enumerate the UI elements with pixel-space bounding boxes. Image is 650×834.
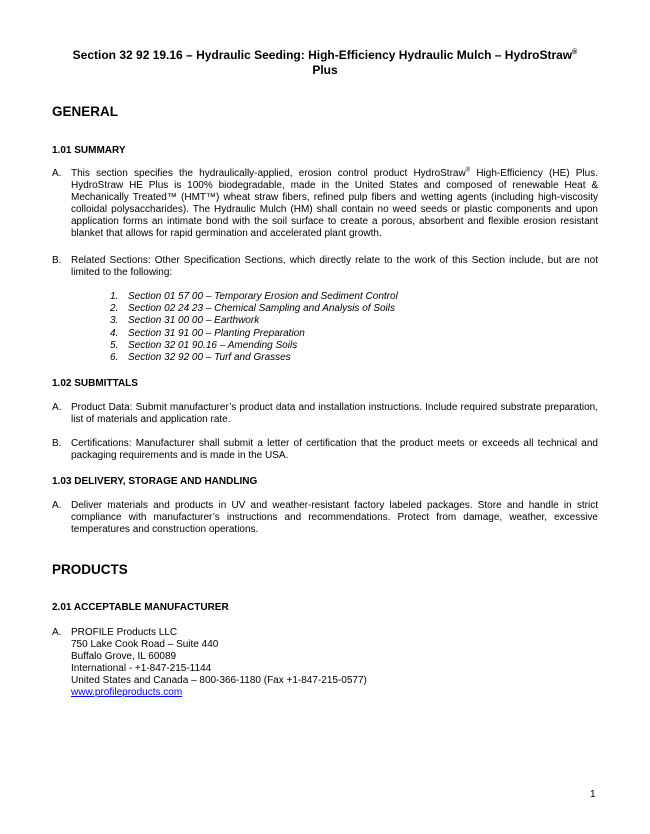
list-item: 4. Section 31 91 00 – Planting Preparation: [110, 327, 305, 339]
manufacturer-address: [52, 627, 598, 700]
item-label: B.: [52, 438, 62, 449]
list-item: 2. Section 02 24 23 – Chemical Sampling and Analysis of Soils: [110, 303, 396, 315]
title-line-1: Section 32 92 19.16 – Hydraulic Seeding: High-Efficiency Hydraulic Mulch – HydroStraw®: [72, 48, 578, 62]
summary-paragraph-a: A. This section specifies the hydraulically-applied, erosion control product HydroStraw® High-Efficiency (HE) Plus. HydroStraw HE Plus is 100% biodegradable, made in the United States and composed of renewable Heat & Mechanically Treated™ (HMT™) wheat straw fibers, refined pulp fibers and wetting agents (including high-viscosity colloidal polysaccharides). The Hydraulic Mulch (HM) shall contain no weed seeds or plastic components and upon application forms an intimate bond with the soil surface to create a porous, absorbent and flexible erosion resistant blanket that allows for rapid germination and accelerated plant growth.: [52, 167, 598, 240]
us-canada-phone: United States and Canada – 800-366-1180 (Fax +1-847-215-0577): [71, 675, 367, 687]
list-item: 3. Section 31 00 00 – Earthwork: [110, 315, 260, 327]
company-name: PROFILE Products LLC: [71, 627, 178, 638]
list-item: 1. Section 01 57 00 – Temporary Erosion and Sediment Control: [110, 291, 398, 302]
international-phone: International - +1-847-215-1144: [71, 663, 212, 675]
item-label: B.: [52, 255, 62, 266]
summary-paragraph-b: B. Related Sections: Other Specification Sections, which directly relate to the work of this Section include, but are not limited to the following:: [52, 255, 598, 279]
title-line-2: Plus: [312, 63, 338, 77]
list-item: 5. Section 32 01 90.16 – Amending Soils: [110, 339, 298, 351]
registered-mark: ®: [572, 49, 578, 56]
heading-submittals: 1.02 SUBMITTALS: [52, 378, 138, 389]
list-item: 6. Section 32 92 00 – Turf and Grasses: [110, 352, 291, 364]
registered-mark: ®: [465, 167, 471, 174]
submittals-paragraph-b: B. Certifications: Manufacturer shall submit a letter of certification that the product meets or exceeds all technical and packaging requirements and is made in the USA.: [52, 438, 598, 462]
submittals-paragraph-a: A. Product Data: Submit manufacturer’s product data and installation instructions. Include required substrate preparation, list of materials and application rate.: [52, 402, 598, 426]
related-sections-list: [110, 291, 398, 364]
street-address: 750 Lake Cook Road – Suite 440: [71, 639, 219, 651]
heading-summary: 1.01 SUMMARY: [52, 145, 126, 156]
item-label: A.: [52, 168, 62, 179]
page-number: 1: [590, 789, 596, 800]
document-title: [40, 48, 610, 78]
city-state-zip: Buffalo Grove, IL 60089: [71, 651, 177, 663]
heading-delivery: 1.03 DELIVERY, STORAGE AND HANDLING: [52, 476, 258, 487]
delivery-paragraph-a: A. Deliver materials and products in UV and weather-resistant factory labeled packages. Store and handle in strict compliance with manufacturer’s instructions and recommendations. Protect from damage, weather, excessive temperatures and construction operations.: [52, 500, 598, 536]
heading-products: PRODUCTS: [52, 562, 128, 577]
website-link[interactable]: www.profileproducts.com: [71, 687, 183, 699]
item-label: A.: [52, 627, 62, 638]
heading-manufacturer: 2.01 ACCEPTABLE MANUFACTURER: [52, 602, 229, 613]
heading-general: GENERAL: [52, 104, 119, 119]
item-label: A.: [52, 402, 62, 413]
item-label: A.: [52, 500, 62, 511]
